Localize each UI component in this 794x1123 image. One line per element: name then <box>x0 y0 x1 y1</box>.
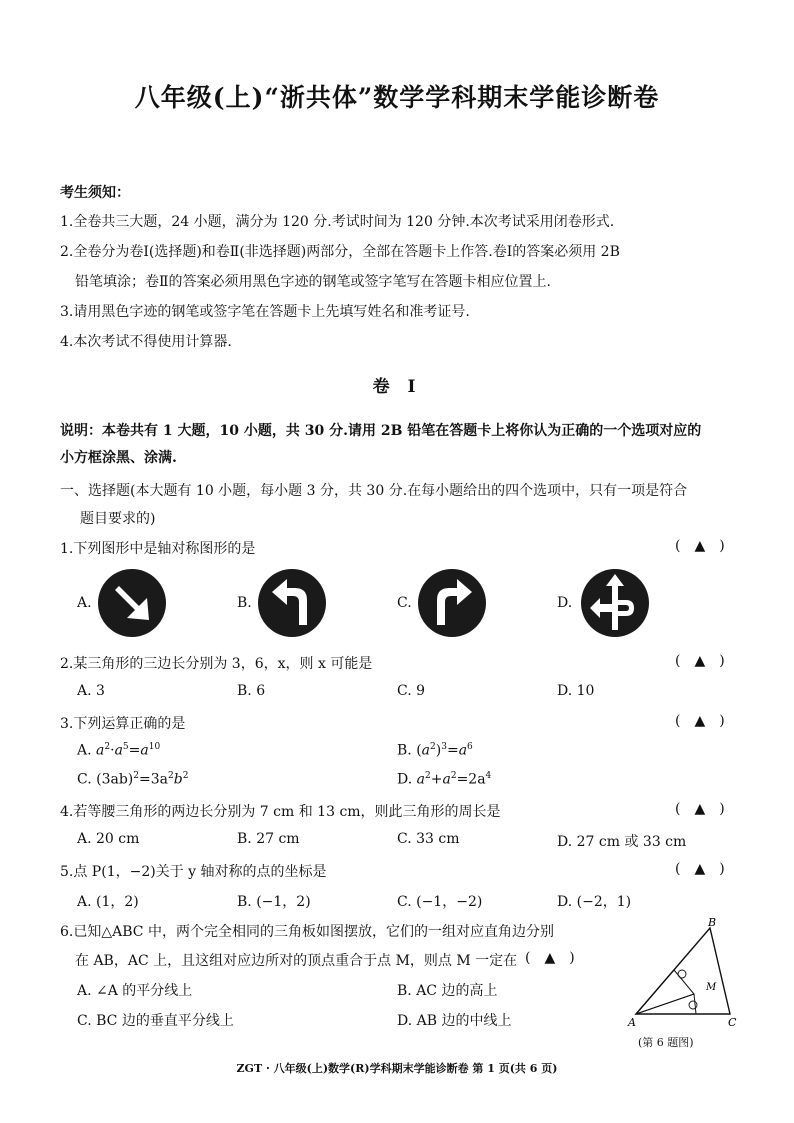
paren-open: ( <box>675 713 681 729</box>
instruction-line-1: 说明：本卷共有 1 大题，10 小题，共 30 分.请用 2B 铅笔在答题卡上将你认为正确的一个选项对应的 <box>60 423 702 439</box>
q3-option-c: C. $(3ab)^2=3a^2b^2$ <box>77 771 189 788</box>
q1-answer-mark <box>675 538 725 554</box>
notice-heading: 考生须知： <box>60 185 130 201</box>
multi-direction-arrow-sign-icon <box>580 568 650 638</box>
q3-option-b: B. $(a^2)^3=a^6$ <box>397 742 473 759</box>
q5-option-d: D. (−2，1) <box>557 894 632 910</box>
triangle-icon: ▲ <box>694 801 706 817</box>
label-b: B <box>708 918 717 929</box>
q4-stem: 4.若等腰三角形的两边长分别为 7 cm 和 13 cm，则此三角形的周长是 <box>60 804 501 820</box>
notice-item-2-cont: 铅笔填涂；卷Ⅱ的答案必须用黑色字迹的钢笔或签字笔写在答题卡相应位置上. <box>75 274 551 290</box>
q1-option-b-label: B. <box>237 595 252 611</box>
q5-option-b: B. (−1，2) <box>237 894 311 910</box>
q5-option-a: A. (1，2) <box>77 894 139 910</box>
section-title: 卷 Ⅰ <box>372 377 422 397</box>
page-title: 八年级(上)“浙共体”数学学科期末学能诊断卷 <box>134 83 660 112</box>
q2-option-a: A. 3 <box>77 683 105 699</box>
notice-item-1: 1.全卷共三大题，24 小题，满分为 120 分.考试时间为 120 分钟.本次考试采用闭卷形式. <box>60 214 615 230</box>
q2-answer-mark <box>675 653 725 669</box>
paren-open: ( <box>525 950 531 966</box>
q2-option-d: D. 10 <box>557 683 595 699</box>
part-one-line-1: 一、选择题(本大题有 10 小题，每小题 3 分，共 30 分.在每小题给出的四个选项中，只有一项是符合 <box>60 483 688 499</box>
q4-option-b: B. 27 cm <box>237 831 300 847</box>
paren-close: ) <box>719 861 725 877</box>
paren-open: ( <box>675 861 681 877</box>
instruction-line-2: 小方框涂黑、涂满. <box>60 450 177 466</box>
triangle-icon: ▲ <box>694 653 706 669</box>
q3-answer-mark <box>675 713 725 729</box>
q2-option-b: B. 6 <box>237 683 266 699</box>
part-one-line-2: 题目要求的) <box>80 511 156 527</box>
paren-close: ) <box>719 538 725 554</box>
q1-option-c-label: C. <box>397 595 412 611</box>
q4-option-d: D. 27 cm 或 33 cm <box>557 834 687 850</box>
q6-option-d: D. AB 边的中线上 <box>397 1013 512 1029</box>
paren-open: ( <box>675 653 681 669</box>
triangle-icon: ▲ <box>694 713 706 729</box>
q4-answer-mark <box>675 801 725 817</box>
q6-stem-line-2: 在 AB，AC 上，且这组对应边所对的顶点重合于点 M，则点 M 一定在 <box>75 953 518 969</box>
paren-open: ( <box>675 801 681 817</box>
q6-stem-line-1: 6.已知△ABC 中，两个完全相同的三角板如图摆放，它们的一组对应直角边分别 <box>60 924 554 940</box>
triangle-abc <box>636 928 730 1014</box>
paren-close: ) <box>719 801 725 817</box>
diagonal-arrow-sign-icon <box>97 568 167 638</box>
q4-option-a: A. 20 cm <box>77 831 140 847</box>
paren-close: ) <box>719 653 725 669</box>
q5-stem: 5.点 P(1，−2)关于 y 轴对称的点的坐标是 <box>60 864 327 880</box>
q1-option-d-label: D. <box>557 595 573 611</box>
q5-answer-mark <box>675 861 725 877</box>
q6-option-c: C. BC 边的垂直平分线上 <box>77 1013 234 1029</box>
q1-stem: 1.下列图形中是轴对称图形的是 <box>60 541 256 557</box>
q3-option-a: A. $a^2\cdot a^5=a^{10}$ <box>77 742 161 759</box>
triangle-icon: ▲ <box>544 950 556 966</box>
label-a: A <box>628 1016 636 1029</box>
paren-close: ) <box>719 713 725 729</box>
page-footer: ZGT · 八年级(上)数学(R)学科期末学能诊断卷 第 1 页(共 6 页) <box>236 1062 558 1075</box>
label-m: M <box>706 982 717 993</box>
turn-left-arrow-sign-icon <box>257 568 327 638</box>
q1-option-a-label: A. <box>77 595 92 611</box>
set-square-hole-1 <box>678 970 686 978</box>
notice-item-2: 2.全卷分为卷Ⅰ(选择题)和卷Ⅱ(非选择题)两部分，全部在答题卡上作答.卷Ⅰ的答案必须用 2B <box>60 244 620 260</box>
q2-option-c: C. 9 <box>397 683 426 699</box>
q6-triangle-figure <box>626 918 746 1030</box>
paren-close: ) <box>569 950 575 966</box>
paren-open: ( <box>675 538 681 554</box>
triangle-icon: ▲ <box>694 538 706 554</box>
q2-stem: 2.某三角形的三边长分别为 3，6，x，则 x 可能是 <box>60 656 373 672</box>
notice-item-3: 3.请用黑色字迹的钢笔或签字笔在答题卡上先填写姓名和准考证号. <box>60 304 470 320</box>
q3-stem: 3.下列运算正确的是 <box>60 716 186 732</box>
q6-option-b: B. AC 边的高上 <box>397 983 498 999</box>
q6-option-a: A. ∠A 的平分线上 <box>77 983 193 999</box>
triangle-icon: ▲ <box>694 861 706 877</box>
set-square-hole-2 <box>689 1001 697 1009</box>
q3-option-d: D. $a^2+a^2=2a^4$ <box>397 771 492 788</box>
q6-answer-mark <box>525 950 575 966</box>
q4-option-c: C. 33 cm <box>397 831 460 847</box>
turn-right-arrow-sign-icon <box>417 568 487 638</box>
q6-figure-caption: (第 6 题图) <box>638 1036 694 1049</box>
q5-option-c: C. (−1，−2) <box>397 894 483 910</box>
notice-item-4: 4.本次考试不得使用计算器. <box>60 334 232 350</box>
label-c: C <box>728 1016 737 1029</box>
